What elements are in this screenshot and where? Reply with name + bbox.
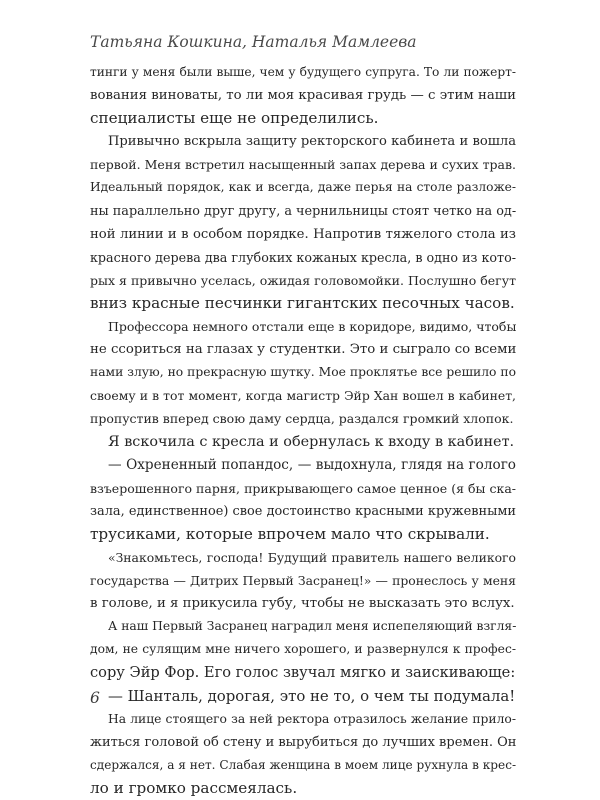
text-line: А наш Первый Засранец наградил меня испепеляющий взгля-	[108, 619, 516, 634]
text-line: трусиками, которые впрочем мало что скрывали.	[90, 524, 490, 543]
text-line: ло и громко рассмеялась.	[90, 778, 298, 797]
text-line: пропустив вперед свою даму сердца, раздался громкий хлопок.	[90, 411, 514, 427]
text-line: первой. Меня встретил насыщенный запах дерева и сухих трав.	[90, 157, 516, 173]
text-line: не ссориться на глазах у студентки. Это и сыграло со всеми	[90, 342, 516, 358]
text-line: — Шанталь, дорогая, это не то, о чем ты подумала!	[108, 686, 516, 705]
text-line: — Охрененный попандос, — выдохнула, глядя на голого	[108, 456, 516, 473]
text-line: рых я привычно уселась, ожидая головомойки. Послушно бегут	[90, 272, 516, 288]
text-line: взъерошенного парня, прикрывающего самое ценное (я бы ска-	[90, 480, 516, 496]
text-line: сору Эйр Фор. Его голос звучал мягко и заискивающе:	[90, 664, 516, 682]
text-line: Привычно вскрыла защиту ректорского кабинета и вошла	[108, 134, 516, 150]
text-line: дом, не сулящим мне ничего хорошего, и развернулся к профес-	[90, 642, 516, 657]
body-text	[90, 61, 516, 800]
text-line: специалисты еще не определились.	[90, 109, 379, 128]
text-line: государства — Дитрих Первый Засранец!» — пронеслось у меня	[90, 573, 516, 589]
running-head: Татьяна Кошкина, Наталья Мамлеева	[90, 33, 417, 51]
text-line: нами злую, но прекрасную шутку. Мое проклятье все решило по	[90, 365, 516, 380]
text-line: На лице стоящего за ней ректора отразилось желание прило-	[108, 711, 516, 726]
text-line: сдержался, а я нет. Слабая женщина в моем лице рухнула в крес-	[90, 757, 516, 772]
page-number: 6	[90, 689, 100, 707]
text-line: ной линии и в особом порядке. Напротив тяжелого стола из	[90, 226, 516, 242]
text-line: житься головой об стену и вырубиться до лучших времен. Он	[90, 734, 516, 750]
text-line: «Знакомьтесь, господа! Будущий правитель нашего великого	[108, 549, 516, 565]
text-line: вования виноваты, то ли моя красивая грудь — с этим наши	[90, 88, 516, 104]
text-line: красного дерева два глубоких кожаных кресла, в одно из кото-	[90, 249, 516, 265]
text-line: в голове, и я прикусила губу, чтобы не высказать это вслух.	[90, 596, 515, 612]
text-line: Профессора немного отстали еще в коридоре, видимо, чтобы	[108, 319, 516, 335]
text-line: Идеальный порядок, как и всегда, даже перья на столе разложе-	[90, 180, 516, 195]
text-line: вниз красные песчинки гигантских песочных часов.	[90, 293, 515, 312]
text-line: Я вскочила с кресла и обернулась к входу в кабинет.	[108, 433, 515, 450]
text-line: ны параллельно друг другу, а чернильницы стоят четко на од-	[90, 203, 516, 219]
text-line: зала, единственное) свое достоинство красными кружевными	[90, 503, 516, 519]
text-line: тинги у меня были выше, чем у будущего супруга. То ли пожерт-	[90, 65, 516, 79]
text-line: своему и в тот момент, когда магистр Эйр Хан вошел в кабинет,	[90, 388, 516, 404]
